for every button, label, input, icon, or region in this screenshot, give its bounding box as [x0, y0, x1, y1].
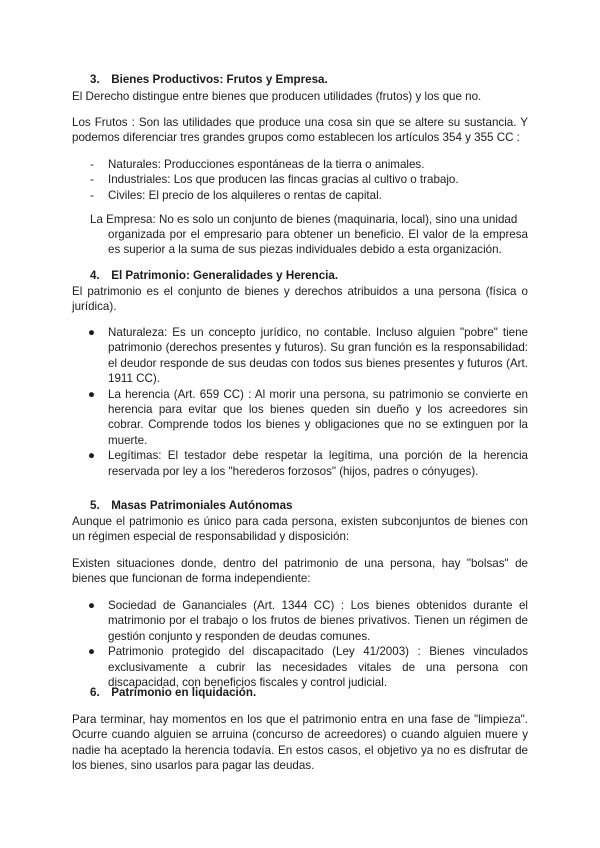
bullet-icon: ●	[88, 599, 96, 612]
empresa-first-line: La Empresa: No es solo un conjunto de bienes (maquinaria, local), sino una unidad	[90, 213, 518, 226]
section-4-title: El Patrimonio: Generalidades y Herencia.	[111, 269, 339, 282]
list-item	[88, 598, 528, 644]
list-item-text: Naturaleza: Es un concepto jurídico, no contable. Incluso alguien "pobre" tiene patrimonio (derechos presentes y futuros). Su gran función es la responsabilidad: el deudor responde de sus deudas con todos sus bienes presentes y futuros (Art. 1911 CC).	[108, 326, 528, 386]
section-6-title: Patrimonio en liquidación.	[111, 686, 257, 699]
list-item-text: Civiles: El precio de los alquileres o rentas de capital.	[108, 188, 382, 202]
bullet-icon: ●	[88, 326, 96, 339]
dash-mark: -	[90, 188, 94, 202]
section-4-number: 4.	[90, 269, 100, 282]
list-item-text: Sociedad de Gananciales (Art. 1344 CC) : Los bienes obtenidos durante el matrimonio por el trabajo o los frutos de bienes privativos. Tienen un régimen de gestión conjunto y responden de deudas comunes.	[108, 599, 528, 643]
empresa-rest: organizada por el empresario para obtener un beneficio. El valor de la empresa es superior a la suma de sus piezas individuales debido a esta organización.	[108, 228, 528, 257]
section-5-number: 5.	[90, 499, 100, 512]
list-item	[90, 188, 530, 203]
section-6-paragraph: Para terminar, hay momentos en los que el patrimonio entra en una fase de "limpieza". Ocurre cuando alguien se arruina (concurso de acreedores) o cuando alguien muere y nadie ha aceptado la herencia todavía. En estos casos, el objetivo ya no es disfrutar de los bienes, sino usarlos para pagar las deudas.	[72, 713, 528, 773]
dash-mark: -	[90, 158, 94, 171]
list-item-text: Industriales: Los que producen las fincas gracias al cultivo o trabajo.	[108, 173, 459, 187]
list-item	[90, 172, 530, 187]
section-5-heading	[90, 498, 293, 513]
list-item-text: Legítimas: El testador debe respetar la legítima, una porción de la herencia reservada por ley a los "herederos forzosos" (hijos, padres o cónyuges).	[108, 449, 528, 478]
section-3-intro: El Derecho distingue entre bienes que producen utilidades (frutos) y los que no.	[72, 90, 482, 103]
section-5-title: Masas Patrimoniales Autónomas	[111, 499, 293, 512]
section-5-intro: Aunque el patrimonio es único para cada persona, existen subconjuntos de bienes con un régimen especial de responsabilidad y disposición:	[72, 515, 528, 544]
frutos-paragraph: Los Frutos : Son las utilidades que produce una cosa sin que se altere su sustancia. Y podemos diferenciar tres grandes grupos como establecen los artículos 354 y 355 CC :	[72, 116, 528, 145]
section-6-number: 6.	[90, 686, 100, 699]
list-item-text: Patrimonio protegido del discapacitado (Ley 41/2003) : Bienes vinculados exclusivamente a cubrir las necesidades vitales de una persona con discapacidad, con beneficios fiscales y control judicial.	[108, 645, 528, 690]
list-item	[88, 448, 528, 479]
section-5-paragraph: Existen situaciones donde, dentro del patrimonio de una persona, hay "bolsas" de bienes que funcionan de forma independiente:	[72, 557, 528, 586]
list-item	[88, 644, 528, 690]
section-4-heading	[90, 268, 338, 283]
section-3-number: 3.	[90, 73, 100, 86]
section-4-intro: El patrimonio es el conjunto de bienes y derechos atribuidos a una persona (física o jurídica).	[72, 285, 528, 314]
frutos-list	[90, 157, 530, 203]
list-item	[88, 325, 528, 387]
section-6-heading	[90, 685, 256, 700]
bullet-icon: ●	[88, 645, 96, 659]
list-item	[90, 157, 530, 172]
patrimonio-list	[88, 325, 528, 479]
bullet-icon: ●	[88, 449, 96, 463]
section-3-heading	[90, 72, 328, 87]
list-item	[88, 387, 528, 449]
masas-list	[88, 598, 528, 690]
list-item-text: La herencia (Art. 659 CC) : Al morir una persona, su patrimonio se convierte en herencia para evitar que los bienes queden sin dueño y los acreedores sin cobrar. Comprende todos los bienes y obligaciones que no se extinguen por la muerte.	[108, 387, 528, 447]
list-item-text: Naturales: Producciones espontáneas de la tierra o animales.	[108, 158, 425, 171]
section-3-title: Bienes Productivos: Frutos y Empresa.	[111, 73, 328, 86]
dash-mark: -	[90, 173, 94, 187]
bullet-icon: ●	[88, 387, 96, 401]
